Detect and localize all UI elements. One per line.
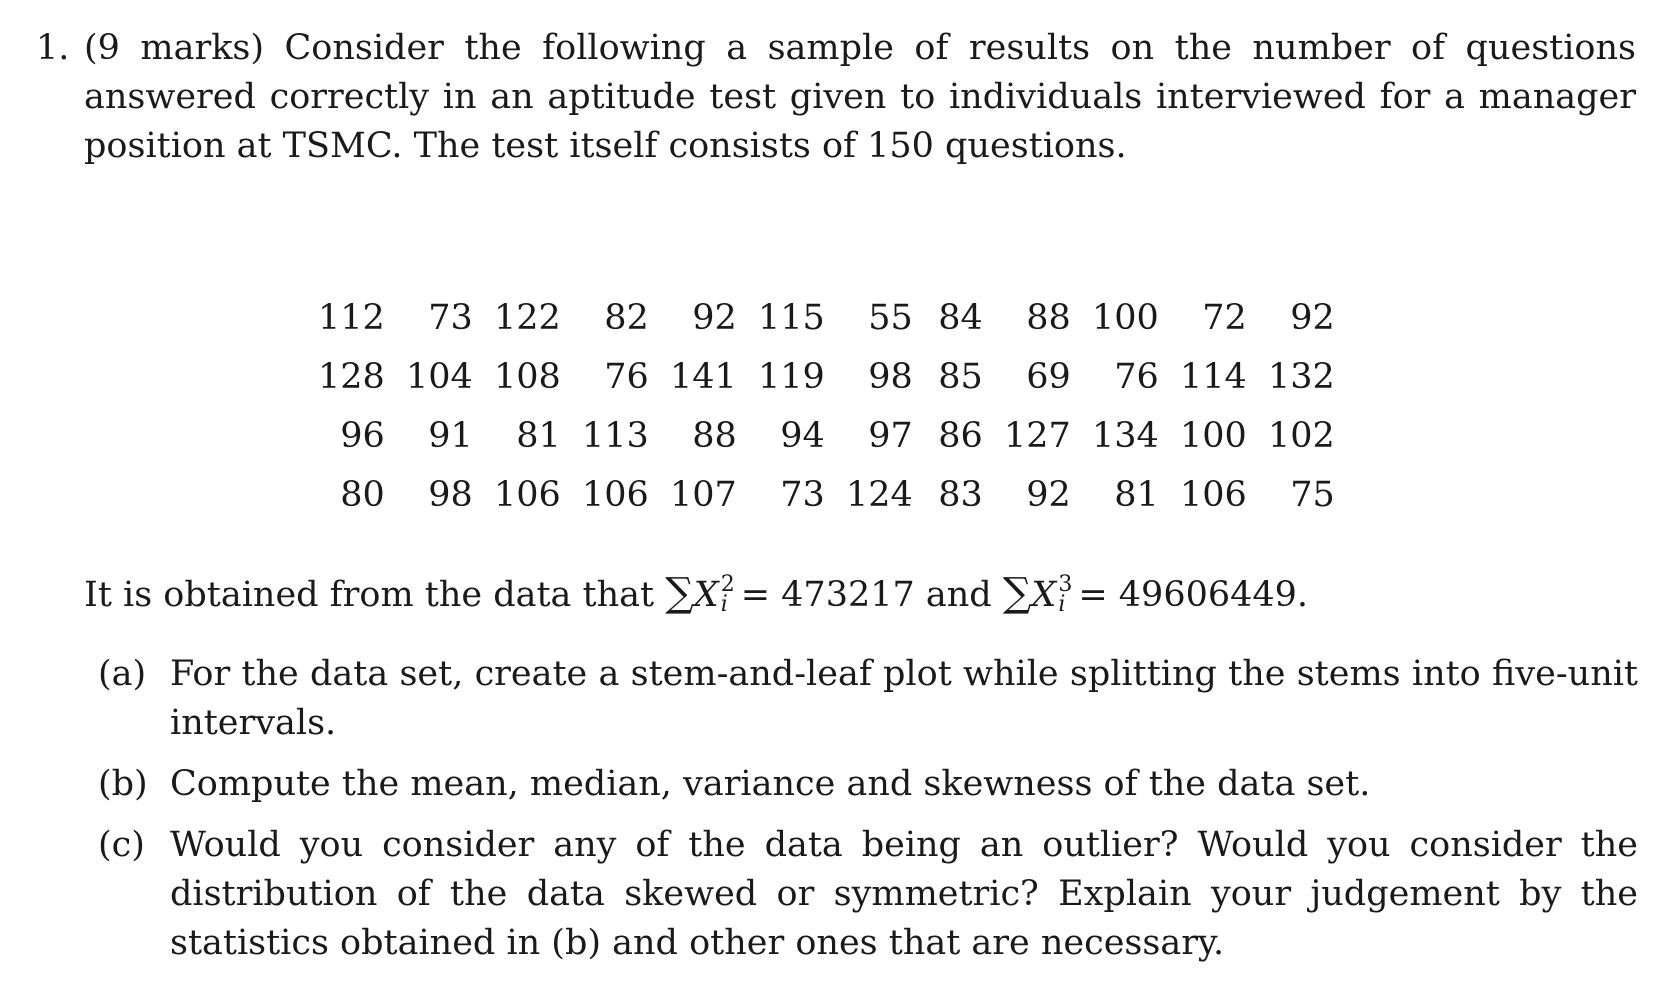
data-cell: 127 [1004, 415, 1071, 456]
data-row [318, 465, 1335, 524]
data-row [318, 406, 1335, 465]
data-cell: 132 [1268, 356, 1335, 397]
sum-cubes-value: = 49606449. [1078, 575, 1309, 615]
data-cell: 100 [1180, 415, 1247, 456]
data-cell: 92 [1290, 297, 1335, 338]
subscript-i-1: i [720, 591, 728, 617]
sum-squares-value: = 473217 and [740, 575, 992, 615]
data-cell: 55 [868, 297, 913, 338]
data-cell: 104 [406, 356, 473, 397]
data-cell: 100 [1092, 297, 1159, 338]
data-cell: 73 [780, 474, 825, 515]
subscript-i-2: i [1058, 591, 1066, 617]
sum-symbol-1: ∑ [665, 570, 694, 616]
data-row [318, 288, 1335, 347]
part-b [98, 760, 1638, 809]
data-cell: 92 [692, 297, 737, 338]
data-cell: 141 [670, 356, 737, 397]
data-cell: 106 [494, 474, 561, 515]
sums-statement [84, 570, 1308, 617]
data-cell: 122 [494, 297, 561, 338]
exponent-3: 3 [1058, 571, 1073, 597]
data-cell: 80 [340, 474, 385, 515]
data-cell: 119 [758, 356, 825, 397]
variable-x-1: X [693, 575, 719, 615]
data-cell: 88 [1026, 297, 1071, 338]
data-cell: 112 [318, 297, 385, 338]
data-cell: 91 [428, 415, 473, 456]
data-cell: 86 [938, 415, 983, 456]
data-cell: 75 [1290, 474, 1335, 515]
data-cell: 83 [938, 474, 983, 515]
data-cell: 106 [582, 474, 649, 515]
part-a [98, 650, 1638, 748]
variable-x-2: X [1031, 575, 1057, 615]
data-cell: 97 [868, 415, 913, 456]
data-cell: 82 [604, 297, 649, 338]
data-cell: 124 [846, 474, 913, 515]
data-cell: 85 [938, 356, 983, 397]
data-cell: 73 [428, 297, 473, 338]
data-cell: 98 [868, 356, 913, 397]
part-a-label: (a) [98, 654, 147, 694]
data-cell: 84 [938, 297, 983, 338]
problem-number: 1. [36, 28, 70, 68]
part-b-text: Compute the mean, median, variance and skewness of the data set. [170, 764, 1371, 804]
data-cell: 96 [340, 415, 385, 456]
part-c-text: Would you consider any of the data being an outlier? Would you consider the distribution of the data skewed or symmetric? Explain your judgement by the statistics obtained in (b) and other ones that are necessary. [170, 825, 1638, 963]
data-table [318, 288, 1335, 524]
problem-text: (9 marks) Consider the following a sample of results on the number of questions answered correctly in an aptitude test given to individuals interviewed for a manager position at TSMC. The test itself consists of 150 questions. [84, 28, 1636, 166]
data-cell: 134 [1092, 415, 1159, 456]
data-cell: 76 [1114, 356, 1159, 397]
data-cell: 81 [1114, 474, 1159, 515]
data-cell: 115 [758, 297, 825, 338]
question-parts [98, 650, 1638, 968]
data-row [318, 347, 1335, 406]
data-cell: 113 [582, 415, 649, 456]
exponent-2: 2 [720, 571, 735, 597]
data-cell: 81 [516, 415, 561, 456]
part-b-label: (b) [98, 764, 148, 804]
sum-symbol-2: ∑ [1002, 570, 1032, 616]
data-cell: 98 [428, 474, 473, 515]
data-cell: 114 [1180, 356, 1247, 397]
part-a-text: For the data set, create a stem-and-leaf plot while splitting the stems into five-unit intervals. [170, 654, 1638, 743]
data-cell: 128 [318, 356, 385, 397]
data-cell: 94 [780, 415, 825, 456]
data-cell: 88 [692, 415, 737, 456]
data-cell: 107 [670, 474, 737, 515]
data-cell: 69 [1026, 356, 1071, 397]
data-cell: 92 [1026, 474, 1071, 515]
data-cell: 72 [1202, 297, 1247, 338]
part-c [98, 821, 1638, 968]
data-cell: 102 [1268, 415, 1335, 456]
data-cell: 106 [1180, 474, 1247, 515]
problem-statement [36, 24, 1636, 171]
part-c-label: (c) [98, 825, 145, 865]
sums-prefix: It is obtained from the data that [84, 575, 655, 615]
data-cell: 76 [604, 356, 649, 397]
data-cell: 108 [494, 356, 561, 397]
